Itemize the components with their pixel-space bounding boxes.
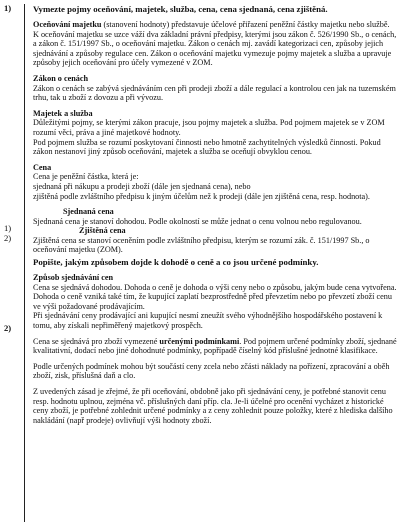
cena-item-2: zjištěná podle zvláštního předpisu k jiným účelům než k prodeji (dále jen zjištěná cena, resp. hodnota). bbox=[33, 191, 370, 201]
question-1-title: Vymezte pojmy oceňování, majetek, služba, cena, cena sjednaná, cena zjištěná. bbox=[33, 4, 328, 14]
cena-item-1: sjednaná při nákupu a prodeji zboží (dále jen sjednaná cena), nebo bbox=[33, 181, 251, 191]
zakon-heading: Zákon o cenách bbox=[33, 73, 89, 83]
ocenovani-heading: Oceňování majetku bbox=[33, 20, 102, 29]
majetek-text-2: Pod pojmem služba se rozumí poskytovaní činnosti nebo hmotně zachytitelných výsledků činnosti. Pokud zákon nestanoví jiný způsob oceňování, majetek a služba se oceňují obvyklou cenou. bbox=[33, 137, 381, 157]
cena-intro: Cena je peněžní částka, která je: bbox=[33, 172, 139, 182]
question-number-2: 2) bbox=[4, 323, 12, 333]
urcene-paragraph bbox=[33, 337, 397, 356]
list-number-2: 2) bbox=[4, 233, 12, 243]
majetek-heading: Majetek a služba bbox=[33, 108, 93, 118]
urcene-bold: určenými podmínkami bbox=[159, 336, 240, 346]
podle-text: Podle určených podmínek mohou být součástí ceny zcela nebo zčásti náklady na pořízení, zpracování a oběh zboží, zisk, příslušná daň a clo. bbox=[33, 361, 390, 381]
urcene-post: . Pod pojmem určené podmínky zboží, sjednané kvalitativní, dodací nebo jiné dohodnuté podmínky, popřípadě číselný kód příslušné jednotné klasifikace. bbox=[33, 336, 397, 356]
margin-divider-line bbox=[24, 4, 25, 522]
ocenovani-definition: (stanovení hodnoty) představuje účelové přiřazení peněžní částky majetku nebo službě. bbox=[101, 20, 390, 29]
urcene-pre: Cena se sjednává pro zboží vymezené bbox=[33, 336, 160, 346]
zjistena-text: Zjištěná cena se stanoví oceněním podle zvláštního předpisu, kterým se rozumí zák. č. 151/1997 Sb., o oceňování majetku (ZOM). bbox=[33, 235, 370, 255]
zakon-text: Zákon o cenách se zabývá sjednáváním cen při prodeji zboží a dále regulací a kontrolou cen jak na tuzemském trhu, tak u zboží z dovozu a při vývozu. bbox=[33, 83, 396, 103]
zuvedenych-text: Z uvedených zásad je zřejmé, že při oceňování, obdobně jako při sjednávání ceny, je potřebné stanovit cenu resp. hodnotu uplnou, zejména vč. příslušných daní příp. cla. Je-li účelné pro ocenění vycházet z historické ceny zboží, je potřebné zohlednit určené podmínky a z ceny zohlednit pouze položky, které z hlediska dalšího nakládání (např prodeje) ovlivňují výši hodnoty zboží. bbox=[33, 387, 393, 425]
question-2-title: Popište, jakým způsobem dojde k dohodě o ceně a co jsou určené podmínky. bbox=[33, 257, 319, 268]
list-number-1: 1) bbox=[4, 223, 12, 233]
zpusob-text: Cena se sjednává dohodou. Dohoda o ceně je dohoda o výši ceny nebo o způsobu, jakým bude cena vytvořena. Dohoda o ceně vzniká také tím, že kupující zaplatí bezprostředně před převzetím nebo po převzetí zboží cenu ve výši požadované prodávajícím. bbox=[33, 282, 397, 311]
question-number-1: 1) bbox=[4, 3, 12, 13]
document-content bbox=[33, 4, 397, 425]
zpusob-heading: Způsob sjednávání cen bbox=[33, 273, 114, 283]
zjistena-heading: Zjištěná cena bbox=[79, 226, 126, 236]
cena-heading: Cena bbox=[33, 162, 52, 172]
ocenovani-paragraph bbox=[33, 20, 397, 30]
sjednana-text: Sjednaná cena je stanoví dohodou. Podle okolností se může jednat o cenu volnou nebo regulovanou. bbox=[33, 216, 362, 226]
majetek-text-1: Důležitými pojmy, se kterými zákon pracuje, jsou pojmy majetek a služba. Pod pojmem majetek se v ZOM rozumí věci, práva a jiné majetkové hodnoty. bbox=[33, 118, 385, 137]
ocenovani-legal-text: K oceňování majetku se uzce váží dva základní právní předpisy, kterými jsou zákon č. 526/1990 Sb., o cenách, a zákon č. 151/1997 Sb., o oceňování majetku. Zákon o cenách mj. zavádí kategorizaci cen, způsoby jejich sjednávání a způsoby regulace cen. Zákon o oceňování majetku vymezuje pojmy majetek a služba a upravuje způsoby jejich oceňování pro účely vymezené v ZOM. bbox=[33, 29, 397, 68]
sjednana-heading: Sjednaná cena bbox=[63, 207, 114, 217]
zpusob-text-2: Při sjednávání ceny prodávající ani kupující nesmí zneužít svého výhodnějšího hospodářského postavení k tomu, aby získali nepřiměřený majetkový prospěch. bbox=[33, 311, 383, 331]
